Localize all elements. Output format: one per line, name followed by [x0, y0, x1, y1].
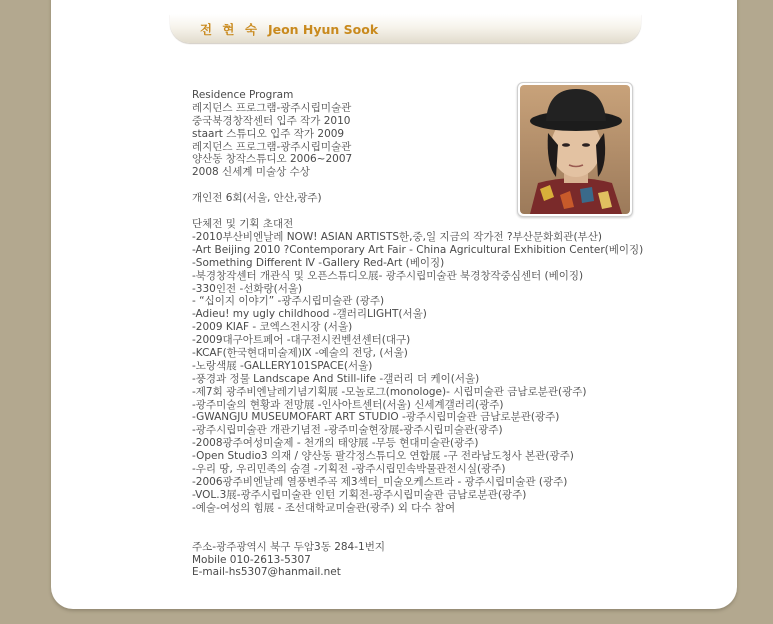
- group-exhibition-item: -예술-여성의 힘展 - 조선대학교미술관(광주) 외 다수 참여: [192, 501, 456, 514]
- solo-exhibitions: 개인전 6회(서울, 안산,광주): [192, 192, 322, 205]
- residency-list: [192, 89, 662, 179]
- group-exhibition-item: -2008광주여성미술제 - 천개의 태양展 -무등 현대미술관(광주): [192, 437, 479, 450]
- contact-info: [192, 541, 662, 580]
- residency-item: 2008 신세계 미술상 수상: [192, 166, 310, 179]
- contact-address: 주소-광주광역시 북구 두암3동 284-1번지: [192, 540, 385, 553]
- group-exhibition-item: -GWANGJU MUSEUMOFART ART STUDIO -광주시립미술관 금남로분관(광주): [192, 411, 560, 424]
- artist-name: [200, 20, 378, 38]
- group-exhibition-item: -VOL.3展-광주시립미술관 인턴 기획전-광주시립미술관 금남로분관(광주): [192, 488, 527, 501]
- residency-item: staart 스튜디오 입주 작가 2009: [192, 127, 345, 140]
- group-exhibition-item: -우리 땅, 우리민족의 숨결 -기획전 -광주시립민속박물관전시실(광주): [192, 463, 506, 476]
- group-exhibition-item: -노랑색展 -GALLERY101SPACE(서울): [192, 359, 373, 372]
- residency-item: 레지던스 프로그램-광주시립미술관: [192, 140, 352, 153]
- group-exhibition-item: -2010부산비엔날레 NOW! ASIAN ARTISTS한,중,일 지금의 작가전 ?부산문화회관(부산): [192, 231, 602, 244]
- group-exhibition-item: -풍경과 정물 Landscape And Still-life -갤러리 더 케이(서울): [192, 372, 480, 385]
- artist-bio: [192, 89, 662, 579]
- group-exhibition-list: [192, 231, 662, 515]
- group-exhibition-item: -2009 KIAF - 코엑스전시장 (서울): [192, 321, 353, 334]
- artist-name-korean: 전 현 숙: [200, 22, 260, 37]
- group-exhibition-item: -북경창작센터 개관식 및 오픈스튜디오展- 광주시립미술관 북경창작중심센터 (베이징): [192, 269, 584, 282]
- group-exhibition-item: -Something Different Ⅳ -Gallery Red-Art (베이징): [192, 256, 445, 269]
- group-exhibition-item: -KCAF(한국현대미술제)Ⅸ -예술의 전당, (서울): [192, 347, 408, 360]
- residency-item: 양산동 창작스튜디오 2006~2007: [192, 153, 353, 166]
- residency-item: 중국북경창작센터 입주 작가 2010: [192, 114, 351, 127]
- residency-item: 레지던스 프로그램-광주시립미술관: [192, 101, 352, 114]
- group-exhibition-item: - “십이지 이야기” -광주시립미술관 (광주): [192, 295, 385, 308]
- group-exhibition-item: -330인전 -선화랑(서울): [192, 282, 303, 295]
- group-exhibition-item: -제7회 광주비엔날레기념기획展 -모놀로그(monologe)- 시립미술관 금남로분관(광주): [192, 385, 587, 398]
- residency-item: Residence Program: [192, 89, 294, 101]
- group-exhibition-item: -Art Beijing 2010 ?Contemporary Art Fair - China Agricultural Exhibition Center(베이징): [192, 243, 644, 256]
- group-exhibition-item: -Open Studio3 의재 / 양산동 팔각정스튜디오 연합展 -구 전라남도청사 본관(광주): [192, 450, 574, 463]
- title-bar: [170, 14, 641, 43]
- group-heading: 단체전 및 기획 초대전: [192, 218, 294, 231]
- group-exhibition-item: -광주미술의 현황과 전망展 -인사아트센터(서울) 신세계갤러리(광주): [192, 398, 504, 411]
- contact-mobile: Mobile 010-2613-5307: [192, 553, 311, 566]
- group-exhibition-item: -Adieu! my ugly childhood -갤러리LIGHT(서울): [192, 308, 427, 321]
- contact-email: E-mail-hs5307@hanmail.net: [192, 566, 341, 579]
- group-exhibition-item: -2006광주비엔날레 열풍변주곡 제3섹터_미술오케스트라 - 광주시립미술관 (광주): [192, 475, 568, 488]
- group-exhibition-item: -광주시립미술관 개관기념전 -광주미술현장展-광주시립미술관(광주): [192, 424, 503, 437]
- artist-name-english: Jeon Hyun Sook: [267, 22, 379, 37]
- group-exhibition-item: -2009대구아트페어 -대구전시컨벤션센터(대구): [192, 334, 411, 347]
